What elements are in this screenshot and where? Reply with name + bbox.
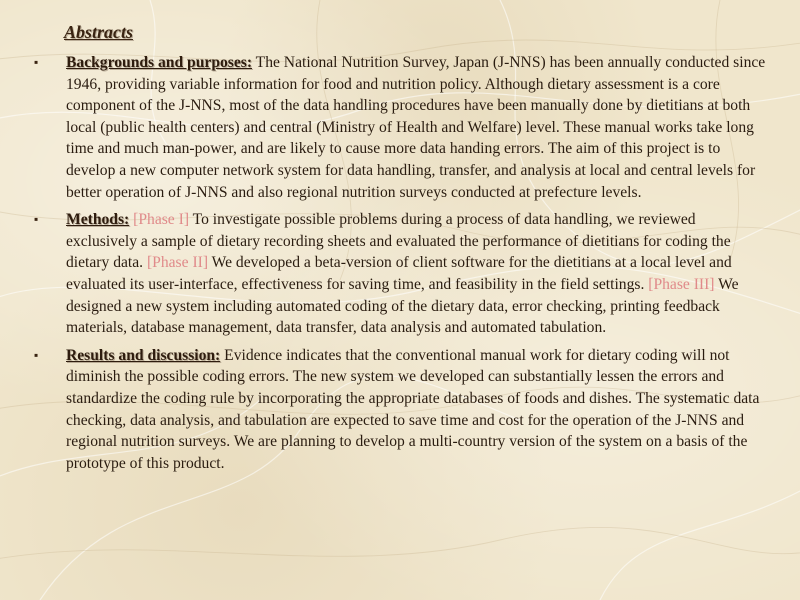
phase-1-label: [Phase I] <box>133 211 190 229</box>
section-text: Evidence indicates that the conventional manual work for dietary coding will not diminish the possible coding errors. The new system we developed can substantially lessen the errors and standardize the coding rule by incorporating the appropriate databases of foods and dishes. The systematic data checking, data analysis, and tabulation are expected to save time and cost for the operation of the J-NNS and regional nutrition surveys. We are planning to develop a multi-country version of the system on a basis of the prototype of this product. <box>66 346 760 472</box>
phase-2-text: We developed a beta-version of client software for the dietitians at a local level and evaluated its user-interface, effectiveness for saving time, and feasibility in the field settings. <box>66 254 732 293</box>
bullet-icon: ▪ <box>34 55 39 69</box>
section-heading: Results and discussion: <box>66 346 221 364</box>
phase-2-label: [Phase II] <box>146 254 209 272</box>
section-backgrounds <box>34 52 766 203</box>
section-heading: Methods: <box>66 211 130 229</box>
section-methods <box>34 209 766 339</box>
slide-title: Abstracts <box>64 22 134 42</box>
section-results <box>34 345 766 475</box>
section-text: The National Nutrition Survey, Japan (J-NNS) has been annually conducted since 1946, providing variable information for food and nutrition policy. Although dietary assessment is a core component of the J-NNS, most of the data handling procedures have been manually done by dietitians at both local (public health centers) and central (Ministry of Health and Welfare) level. These manual works take long time and much man-power, and are likely to cause more data handing errors. The aim of this project is to develop a new computer network system for data handling, transfer, and analysis at local and central levels for better operation of J-NNS and also regional nutrition surveys conducted at prefecture levels. <box>66 54 766 201</box>
bullet-icon: ▪ <box>34 347 39 362</box>
bullet-icon: ▪ <box>34 212 39 227</box>
phase-1-text: To investigate possible problems during a process of data handling, we reviewed exclusively a sample of dietary recording sheets and evaluated the performance of dietitians for coding the dietary data. <box>66 211 731 272</box>
section-heading: Backgrounds and purposes: <box>66 54 253 71</box>
abstract-bullet-list <box>0 52 800 480</box>
phase-3-label: [Phase III] <box>648 275 715 293</box>
phase-3-text: We designed a new system including automated coding of the dietary data, error checking, printing feedback materials, database management, data transfer, data analysis and automated tabulation. <box>66 275 739 337</box>
